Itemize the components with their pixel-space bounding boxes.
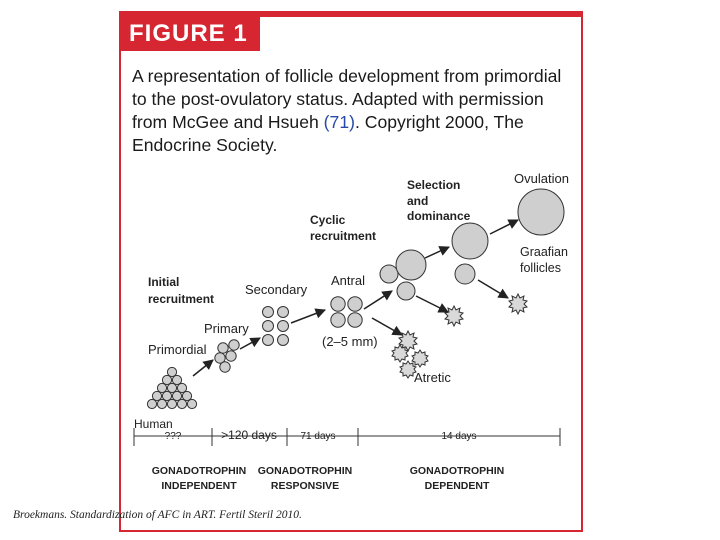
figure-label: FIGURE 1 bbox=[121, 17, 260, 51]
graafian-follicles-icon bbox=[452, 223, 488, 284]
label-initial-recruitment-1: Initial bbox=[148, 275, 180, 289]
label-cyclic-recruitment-2: recruitment bbox=[310, 229, 377, 243]
phase-responsive-line1: GONADOTROPHIN bbox=[257, 465, 353, 477]
label-initial-recruitment-2: recruitment bbox=[148, 292, 215, 306]
caption-text-start: A representation of follicle development from primordial to the post-ovulatory status. Adapted with permission from McGee and Hsueh bbox=[132, 66, 562, 132]
label-antral-size: (2–5 mm) bbox=[322, 334, 378, 349]
label-primordial: Primordial bbox=[148, 342, 207, 357]
timeline-segment-14-days: 14 days bbox=[441, 431, 477, 442]
phase-responsive-line2: RESPONSIVE bbox=[270, 480, 340, 492]
ovulating-follicle-icon bbox=[518, 189, 564, 235]
phase-independent-line2: INDEPENDENT bbox=[161, 480, 237, 492]
label-selection-1: Selection bbox=[407, 178, 461, 192]
primary-follicles-icon bbox=[215, 340, 239, 372]
selected-follicles-icon bbox=[380, 250, 426, 300]
label-atretic: Atretic bbox=[414, 370, 451, 385]
timeline-segment-71-days: 71 days bbox=[300, 431, 336, 442]
antral-follicles-icon bbox=[331, 297, 362, 327]
phase-dependent-line1: GONADOTROPHIN bbox=[409, 465, 505, 477]
label-cyclic-recruitment-1: Cyclic bbox=[310, 213, 346, 227]
timeline bbox=[134, 417, 560, 446]
timeline-species-label: Human bbox=[134, 417, 173, 431]
atretic-follicles-icon bbox=[392, 294, 527, 378]
phase-independent-line1: GONADOTROPHIN bbox=[151, 465, 247, 477]
caption-reference-link[interactable]: (71) bbox=[323, 112, 355, 132]
label-antral: Antral bbox=[331, 273, 365, 288]
label-ovulation: Ovulation bbox=[514, 171, 569, 186]
label-primary: Primary bbox=[204, 321, 249, 336]
label-graafian-1: Graafian bbox=[520, 245, 568, 259]
phase-dependent-line2: DEPENDENT bbox=[424, 480, 490, 492]
label-selection-3: dominance bbox=[407, 209, 471, 223]
timeline-segment-unknown: ??? bbox=[164, 431, 182, 442]
source-credit: Broekmans. Standardization of AFC in ART. Fertil Steril 2010. bbox=[13, 509, 302, 521]
label-selection-2: and bbox=[407, 194, 429, 208]
timeline-segment-120-days: >120 days bbox=[221, 428, 277, 442]
label-secondary: Secondary bbox=[245, 282, 308, 297]
label-graafian-2: follicles bbox=[520, 261, 561, 275]
primordial-follicles-icon bbox=[147, 367, 196, 408]
secondary-follicles-icon bbox=[263, 307, 289, 346]
caption-text-end: . Copyright 2000, The Endocrine Society. bbox=[132, 112, 524, 155]
